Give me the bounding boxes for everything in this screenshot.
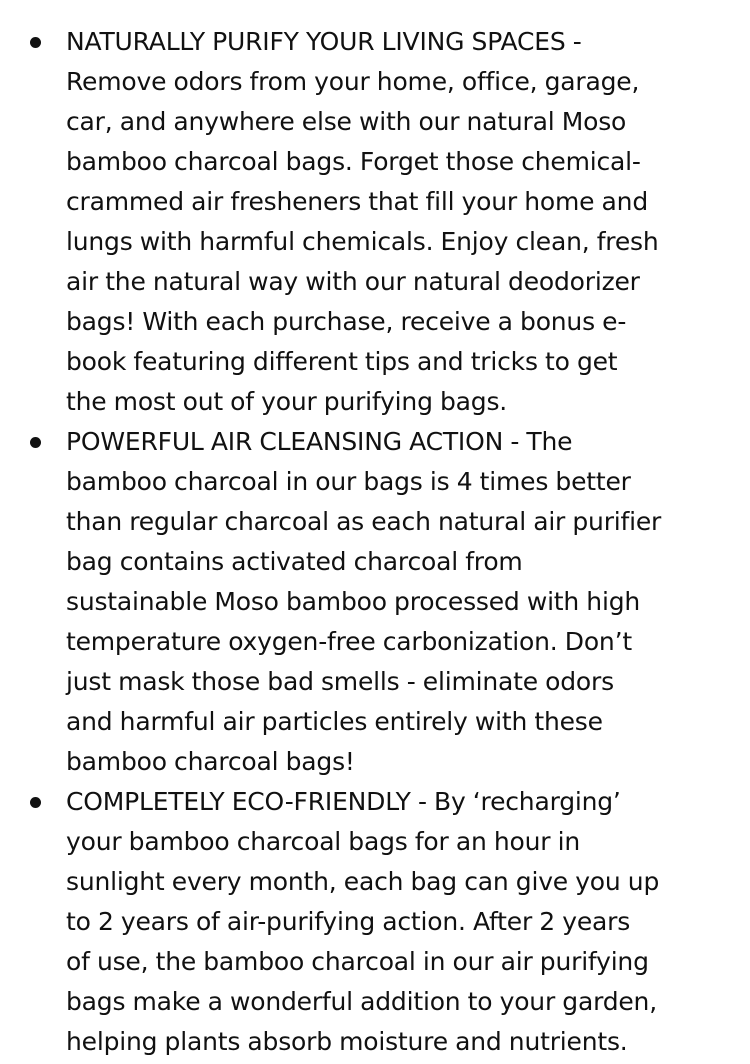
feature-bullet-list bbox=[0, 22, 750, 1062]
bullet-line: bamboo charcoal bags! bbox=[66, 747, 355, 776]
bullet-line: sunlight every month, each bag can give you up bbox=[66, 867, 660, 896]
bullet-dot-icon bbox=[30, 37, 41, 48]
feature-bullet-cleansing bbox=[0, 422, 750, 782]
bullet-line: Remove odors from your home, office, garage, bbox=[66, 67, 640, 96]
bullet-line: book featuring different tips and tricks to get bbox=[66, 347, 618, 376]
bullet-line: bamboo charcoal bags. Forget those chemical- bbox=[66, 147, 641, 176]
bullet-line: air the natural way with our natural deodorizer bbox=[66, 267, 640, 296]
bullet-line: of use, the bamboo charcoal in our air purifying bbox=[66, 947, 649, 976]
bullet-line: and harmful air particles entirely with these bbox=[66, 707, 603, 736]
bullet-line: the most out of your purifying bags. bbox=[66, 387, 508, 416]
feature-bullet-purify bbox=[0, 22, 750, 422]
bullet-line: car, and anywhere else with our natural Moso bbox=[66, 107, 627, 136]
bullet-line: sustainable Moso bamboo processed with high bbox=[66, 587, 641, 616]
bullet-line: your bamboo charcoal bags for an hour in bbox=[66, 827, 580, 856]
bullet-line: bags! With each purchase, receive a bonus e- bbox=[66, 307, 627, 336]
bullet-line: COMPLETELY ECO-FRIENDLY - By ‘recharging’ bbox=[66, 787, 621, 816]
bullet-dot-icon bbox=[30, 797, 41, 808]
bullet-line: lungs with harmful chemicals. Enjoy clean, fresh bbox=[66, 227, 659, 256]
bullet-line: than regular charcoal as each natural air purifier bbox=[66, 507, 662, 536]
bullet-line: crammed air fresheners that fill your home and bbox=[66, 187, 648, 216]
bullet-line: POWERFUL AIR CLEANSING ACTION - The bbox=[66, 427, 573, 456]
bullet-dot-icon bbox=[30, 437, 41, 448]
bullet-line: just mask those bad smells - eliminate odors bbox=[66, 667, 614, 696]
bullet-line: bamboo charcoal in our bags is 4 times better bbox=[66, 467, 631, 496]
bullet-line: helping plants absorb moisture and nutrients. bbox=[66, 1027, 628, 1056]
bullet-line: temperature oxygen-free carbonization. Don’t bbox=[66, 627, 632, 656]
bullet-line: NATURALLY PURIFY YOUR LIVING SPACES - bbox=[66, 27, 582, 56]
bullet-line: bag contains activated charcoal from bbox=[66, 547, 523, 576]
bullet-line: to 2 years of air-purifying action. After 2 years bbox=[66, 907, 631, 936]
feature-bullet-eco-friendly bbox=[0, 782, 750, 1062]
bullet-line: bags make a wonderful addition to your garden, bbox=[66, 987, 657, 1016]
